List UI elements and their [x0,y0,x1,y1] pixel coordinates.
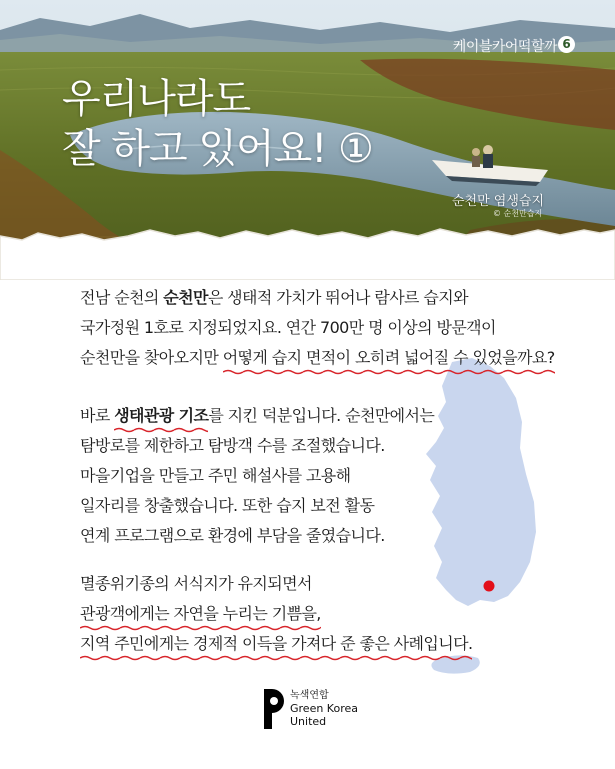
underlined-phrase-residents: 지역 주민에게는 경제적 이득을 가져다 준 좋은 사례입니다. [80,631,472,654]
para2-line1: 바로 생태관광 기조를 지킨 덕분입니다. 순천만에서는 [80,403,434,426]
para2-line4: 일자리를 창출했습니다. 또한 습지 보전 활동 [80,496,375,515]
para2-line2: 탐방로를 제한하고 탐방객 수를 조절했습니다. [80,436,385,455]
photo-credit: © 순천만습지 [493,209,543,218]
para3-line2 [80,601,321,624]
title-line2: 잘 하고 있어요! ① [62,126,373,172]
para3-line1: 멸종위기종의 서식지가 유지되면서 [80,574,312,593]
logo-korean-name: 녹색연합 [290,690,329,701]
torn-paper-edge [0,229,615,280]
page-title [62,74,373,174]
underlined-question: 어떻게 습지 면적이 오히려 넓어질 수 있었을까요? [223,345,555,368]
para2-line5: 연계 프로그램으로 환경에 부담을 줄였습니다. [80,526,385,545]
para3-line3 [80,631,472,654]
underlined-phrase-tourists: 관광객에게는 자연을 누리는 기쁨을, [80,601,321,624]
series-number-badge: 6 [558,36,575,53]
logo-wordmark [290,689,400,728]
series-label: 케이블카어떡할까 [452,39,557,55]
title-line1: 우리나라도 [62,76,251,122]
para1-line1: 전남 순천의 순천만은 생태적 가치가 뛰어나 람사르 습지와 [80,288,468,307]
para1-line3: 순천만을 찾아오지만 어떻게 습지 면적이 오히려 넓어질 수 있었을까요? [80,345,555,368]
para1-line2: 국가정원 1호로 지정되었지요. 연간 700만 명 이상의 방문객이 [80,318,496,337]
para2-line3: 마을기업을 만들고 주민 해설사를 고용해 [80,466,351,485]
logo-english-line1: Green Korea [290,702,358,715]
logo-english-line2: United [290,715,327,728]
ecotourism-bold-underlined: 생태관광 기조 [114,403,208,426]
suncheon-bay-bold: 순천만 [163,288,208,307]
photo-caption: 순천만 염생습지 [452,194,545,209]
suncheon-bay-marker [484,581,495,592]
korean-peninsula-shape [426,358,536,606]
green-korea-logo-mark [259,689,285,729]
